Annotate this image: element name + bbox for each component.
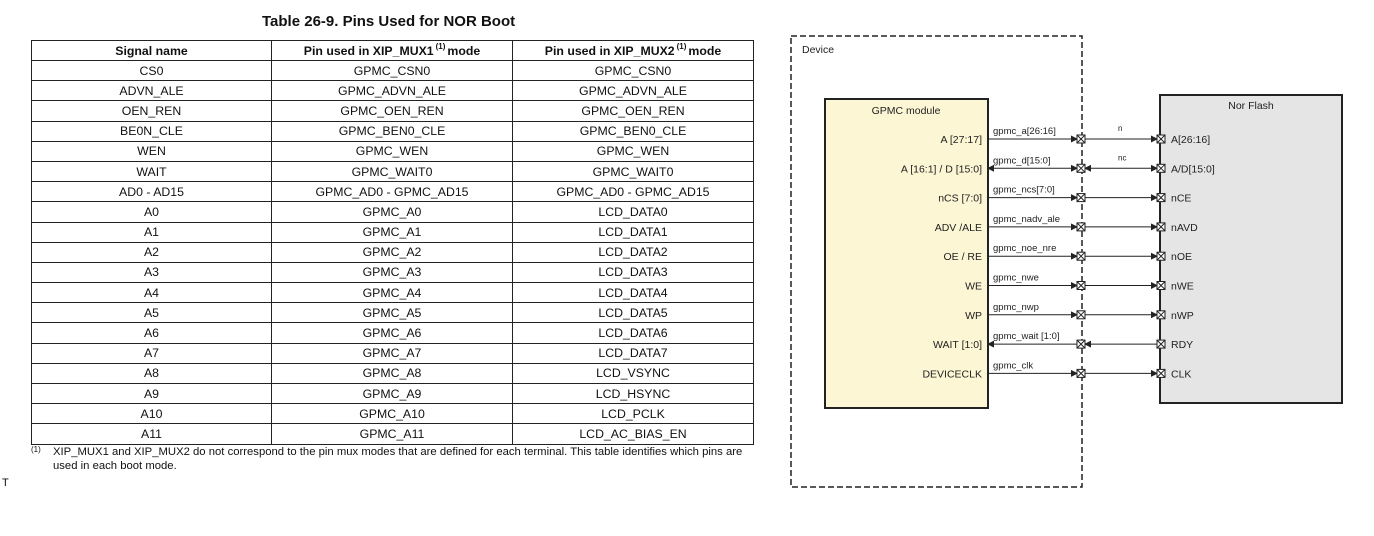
xip-mux2-pin-cell: GPMC_OEN_REN (513, 101, 754, 121)
xip-mux2-pin-cell: LCD_DATA3 (513, 262, 754, 282)
xip-mux1-pin-cell: GPMC_A9 (272, 384, 513, 404)
signal-name-cell: CS0 (32, 61, 272, 81)
xip-mux2-pin-cell: LCD_DATA2 (513, 242, 754, 262)
xip-mux2-pin-cell: GPMC_CSN0 (513, 61, 754, 81)
xip-mux1-pin-cell: GPMC_A11 (272, 424, 513, 444)
xip-mux1-pin-cell: GPMC_A6 (272, 323, 513, 343)
nor-pin-label: nAVD (1171, 221, 1198, 234)
nor-boot-pins-table (31, 40, 754, 445)
wire-signal-label: gpmc_nadv_ale (993, 213, 1061, 225)
footnote-marker: (1) (31, 445, 41, 454)
table-row (32, 262, 754, 282)
signal-name-cell: A3 (32, 262, 272, 282)
header-xip-mux1-text: Pin used in XIP_MUX1 (303, 43, 434, 58)
table-row (32, 404, 754, 424)
table-row (32, 242, 754, 262)
wire-side-label: n (1118, 124, 1123, 133)
nor-pin-label: nOE (1171, 251, 1193, 264)
xip-mux1-pin-cell: GPMC_A4 (272, 283, 513, 303)
xip-mux2-pin-cell: LCD_DATA1 (513, 222, 754, 242)
nor-pin-label: nWP (1171, 309, 1194, 322)
signal-name-cell: WAIT (32, 161, 272, 181)
gpmc-pin-label: A [27:17] (940, 134, 982, 146)
xip-mux2-pin-cell: LCD_DATA0 (513, 202, 754, 222)
nor-pin-label: A[26:16] (1171, 134, 1211, 146)
stray-character: T (2, 477, 9, 489)
xip-mux1-pin-cell: GPMC_OEN_REN (272, 101, 513, 121)
table-row (32, 161, 754, 181)
table-row (32, 182, 754, 202)
signal-name-cell: A1 (32, 222, 272, 242)
gpmc-pin-label: A [16:1] / D [15:0] (900, 163, 982, 176)
gpmc-nor-flash-diagram (780, 28, 1370, 493)
signal-name-cell: A0 (32, 202, 272, 222)
table-row (32, 141, 754, 161)
signal-name-cell: A2 (32, 242, 272, 262)
xip-mux1-pin-cell: GPMC_A3 (272, 262, 513, 282)
device-label: Device (802, 44, 835, 56)
nor-pin-box (1157, 311, 1165, 319)
device-pin-box (1077, 340, 1085, 348)
xip-mux2-pin-cell: GPMC_ADVN_ALE (513, 81, 754, 101)
nor-pin-box (1157, 369, 1165, 377)
signal-name-cell: ADVN_ALE (32, 81, 272, 101)
table-row (32, 323, 754, 343)
signal-name-cell: WEN (32, 141, 272, 161)
table-header-row (32, 41, 754, 61)
nor-pin-box (1157, 252, 1165, 260)
xip-mux1-pin-cell: GPMC_WEN (272, 141, 513, 161)
xip-mux1-pin-cell: GPMC_A0 (272, 202, 513, 222)
signal-name-cell: A5 (32, 303, 272, 323)
signal-name-cell: A7 (32, 343, 272, 363)
wire-signal-label: gpmc_wait [1:0] (993, 331, 1060, 343)
gpmc-pin-label: OE / RE (943, 251, 982, 264)
wire-side-label: nc (1118, 153, 1127, 163)
xip-mux2-pin-cell: LCD_DATA4 (513, 283, 754, 303)
signal-name-cell: AD0 - AD15 (32, 182, 272, 202)
device-pin-box (1077, 369, 1085, 377)
xip-mux1-pin-cell: GPMC_WAIT0 (272, 161, 513, 181)
signal-name-cell: A10 (32, 404, 272, 424)
xip-mux1-pin-cell: GPMC_ADVN_ALE (272, 81, 513, 101)
wire-signal-label: gpmc_ncs[7:0] (993, 184, 1055, 196)
nor-pin-box (1157, 164, 1165, 172)
gpmc-pin-label: WE (965, 280, 982, 293)
table-row (32, 283, 754, 303)
table-title: Table 26-9. Pins Used for NOR Boot (262, 13, 516, 30)
nor-pin-box (1157, 282, 1165, 290)
xip-mux2-pin-cell: LCD_AC_BIAS_EN (513, 424, 754, 444)
xip-mux1-pin-cell: GPMC_A10 (272, 404, 513, 424)
device-pin-box (1077, 135, 1085, 143)
gpmc-pin-label: DEVICECLK (922, 368, 982, 381)
xip-mux2-pin-cell: LCD_DATA5 (513, 303, 754, 323)
table-row (32, 363, 754, 383)
signal-name-cell: A6 (32, 323, 272, 343)
footnote-text: XIP_MUX1 and XIP_MUX2 do not correspond to the pin mux modes that are defined for each terminal. This table identifies which pins are used in each boot mode. (53, 446, 743, 472)
xip-mux2-pin-cell: LCD_HSYNC (513, 384, 754, 404)
device-pin-box (1077, 252, 1085, 260)
footnote-ref: (1) (435, 42, 446, 52)
wire-signal-label: gpmc_noe_nre (993, 243, 1057, 255)
xip-mux2-pin-cell: GPMC_WEN (513, 141, 754, 161)
wire-signal-label: gpmc_d[15:0] (993, 155, 1051, 167)
xip-mux1-pin-cell: GPMC_CSN0 (272, 61, 513, 81)
xip-mux2-pin-cell: GPMC_WAIT0 (513, 161, 754, 181)
footnote-ref: (1) (676, 42, 687, 52)
device-pin-box (1077, 223, 1085, 231)
device-pin-box (1077, 194, 1085, 202)
signal-name-cell: A4 (32, 283, 272, 303)
header-mode-suffix: mode (447, 43, 481, 58)
wire-signal-label: gpmc_a[26:16] (993, 126, 1056, 137)
xip-mux1-pin-cell: GPMC_A8 (272, 363, 513, 383)
gpmc-module-label: GPMC module (871, 105, 941, 117)
header-xip-mux1 (272, 41, 513, 61)
table-row (32, 101, 754, 121)
xip-mux1-pin-cell: GPMC_BEN0_CLE (272, 121, 513, 141)
table-row (32, 424, 754, 444)
header-xip-mux2-text: Pin used in XIP_MUX2 (544, 43, 675, 58)
nor-pin-box (1157, 194, 1165, 202)
xip-mux1-pin-cell: GPMC_A1 (272, 222, 513, 242)
signal-name-cell: OEN_REN (32, 101, 272, 121)
xip-mux2-pin-cell: GPMC_BEN0_CLE (513, 121, 754, 141)
header-signal-name (32, 41, 272, 61)
xip-mux2-pin-cell: GPMC_AD0 - GPMC_AD15 (513, 182, 754, 202)
wire-signal-label: gpmc_nwp (993, 301, 1039, 313)
xip-mux1-pin-cell: GPMC_A5 (272, 303, 513, 323)
signal-name-cell: A8 (32, 363, 272, 383)
signal-name-cell: A11 (32, 424, 272, 444)
nor-pin-label: nWE (1171, 280, 1194, 293)
nor-pin-label: RDY (1171, 339, 1194, 352)
table-row (32, 61, 754, 81)
xip-mux1-pin-cell: GPMC_A7 (272, 343, 513, 363)
signal-name-cell: BE0N_CLE (32, 121, 272, 141)
gpmc-pin-label: WP (965, 309, 982, 322)
table-row (32, 222, 754, 242)
xip-mux2-pin-cell: LCD_DATA7 (513, 343, 754, 363)
gpmc-pin-label: nCS [7:0] (938, 192, 982, 205)
gpmc-pin-label: ADV /ALE (934, 221, 982, 234)
table-row (32, 384, 754, 404)
device-pin-box (1077, 311, 1085, 319)
xip-mux1-pin-cell: GPMC_A2 (272, 242, 513, 262)
table-row (32, 202, 754, 222)
xip-mux1-pin-cell: GPMC_AD0 - GPMC_AD15 (272, 182, 513, 202)
header-xip-mux2 (513, 41, 754, 61)
header-signal-name-text: Signal name (115, 43, 188, 58)
nor-pin-box (1157, 135, 1165, 143)
wire-signal-label: gpmc_clk (993, 360, 1034, 372)
header-mode-suffix: mode (688, 43, 722, 58)
table-body (32, 61, 754, 445)
nor-pin-box (1157, 340, 1165, 348)
wire-signal-label: gpmc_nwe (993, 272, 1039, 284)
xip-mux2-pin-cell: LCD_PCLK (513, 404, 754, 424)
nor-pin-label: CLK (1171, 368, 1192, 381)
nor-flash-label: Nor Flash (1228, 100, 1274, 112)
nor-pin-box (1157, 223, 1165, 231)
gpmc-pin-label: WAIT [1:0] (932, 339, 982, 352)
table-row (32, 81, 754, 101)
xip-mux2-pin-cell: LCD_DATA6 (513, 323, 754, 343)
nor-pin-label: nCE (1171, 192, 1192, 205)
xip-mux2-pin-cell: LCD_VSYNC (513, 363, 754, 383)
table-row (32, 121, 754, 141)
table-row (32, 343, 754, 363)
device-pin-box (1077, 164, 1085, 172)
nor-pin-label: A/D[15:0] (1171, 163, 1215, 176)
table-row (32, 303, 754, 323)
device-pin-box (1077, 282, 1085, 290)
signal-name-cell: A9 (32, 384, 272, 404)
